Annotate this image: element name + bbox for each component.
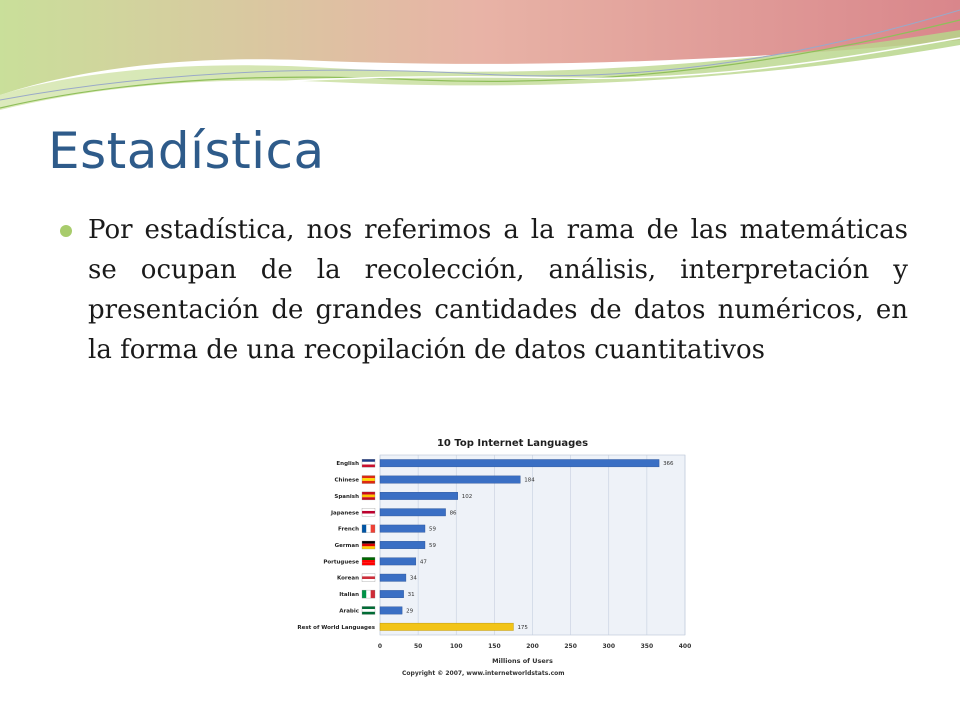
category-label: English <box>336 461 359 468</box>
bar-value-label: 59 <box>428 543 436 549</box>
bar-value-label: 29 <box>406 608 414 615</box>
chart-footnote: Copyright © 2007, www.internetworldstats.com <box>402 670 565 677</box>
slide-title: Estadística <box>48 122 325 180</box>
bar <box>380 492 458 499</box>
category-label: German <box>334 543 359 549</box>
languages-chart <box>290 435 690 680</box>
china-flag-icon <box>362 476 375 484</box>
bar <box>380 623 513 630</box>
category-label: Spanish <box>334 493 359 500</box>
x-tick-label: 350 <box>640 643 654 650</box>
bar <box>380 541 425 548</box>
x-tick-label: 100 <box>449 643 463 650</box>
bar <box>380 558 416 565</box>
bar-value-label: 184 <box>524 477 535 484</box>
x-tick-label: 50 <box>413 643 423 650</box>
category-label: Japanese <box>330 510 359 517</box>
languages-chart-svg <box>290 435 690 680</box>
bar <box>380 525 425 532</box>
germany-flag-icon <box>362 541 375 549</box>
uk-flag-icon <box>362 459 375 467</box>
header-swoosh-decoration <box>0 0 960 130</box>
chart-title: 10 Top Internet Languages <box>436 438 589 449</box>
portugal-flag-icon <box>362 557 375 565</box>
category-label: Italian <box>339 592 359 599</box>
bar <box>380 574 406 581</box>
italy-flag-icon <box>362 590 375 598</box>
bar <box>380 460 659 467</box>
bar-value-label: 86 <box>449 510 457 517</box>
bullet-text: Por estadística, nos referimos a la rama de las matemáticas se ocupan de la recolección, análisis, interpretación y presentación de grandes cantidades de datos numéricos, en la forma de una recopilación de datos cuantitativos <box>88 215 908 365</box>
bar-value-label: 59 <box>428 526 436 533</box>
x-tick-label: 300 <box>602 643 616 650</box>
x-tick-label: 0 <box>377 643 383 650</box>
category-label: French <box>338 526 359 533</box>
france-flag-icon <box>362 525 375 533</box>
x-tick-label: 200 <box>526 643 539 650</box>
bar-value-label: 175 <box>517 624 528 631</box>
category-label: Korean <box>336 575 359 582</box>
x-axis-label: Millions of Users <box>492 657 553 665</box>
category-label: Chinese <box>334 477 359 484</box>
x-tick-label: 150 <box>488 643 501 650</box>
x-tick-label: 400 <box>678 643 692 650</box>
spain-flag-icon <box>362 492 375 500</box>
bullet-dot-icon <box>60 225 72 237</box>
bar-value-label: 102 <box>461 493 473 500</box>
category-label: Rest of World Languages <box>297 624 375 631</box>
bar <box>380 509 446 516</box>
bar <box>380 607 402 614</box>
category-label: Portuguese <box>323 559 359 566</box>
bar-value-label: 366 <box>663 461 674 468</box>
x-tick-label: 250 <box>564 643 577 650</box>
bar <box>380 476 520 483</box>
bar-value-label: 31 <box>407 592 415 599</box>
bar <box>380 590 404 597</box>
category-label: Arabic <box>339 608 359 615</box>
saudi-flag-icon <box>362 606 375 614</box>
bar-value-label: 34 <box>409 575 417 582</box>
bar-value-label: 47 <box>419 559 427 566</box>
japan-flag-icon <box>362 508 375 516</box>
korea-flag-icon <box>362 574 375 582</box>
